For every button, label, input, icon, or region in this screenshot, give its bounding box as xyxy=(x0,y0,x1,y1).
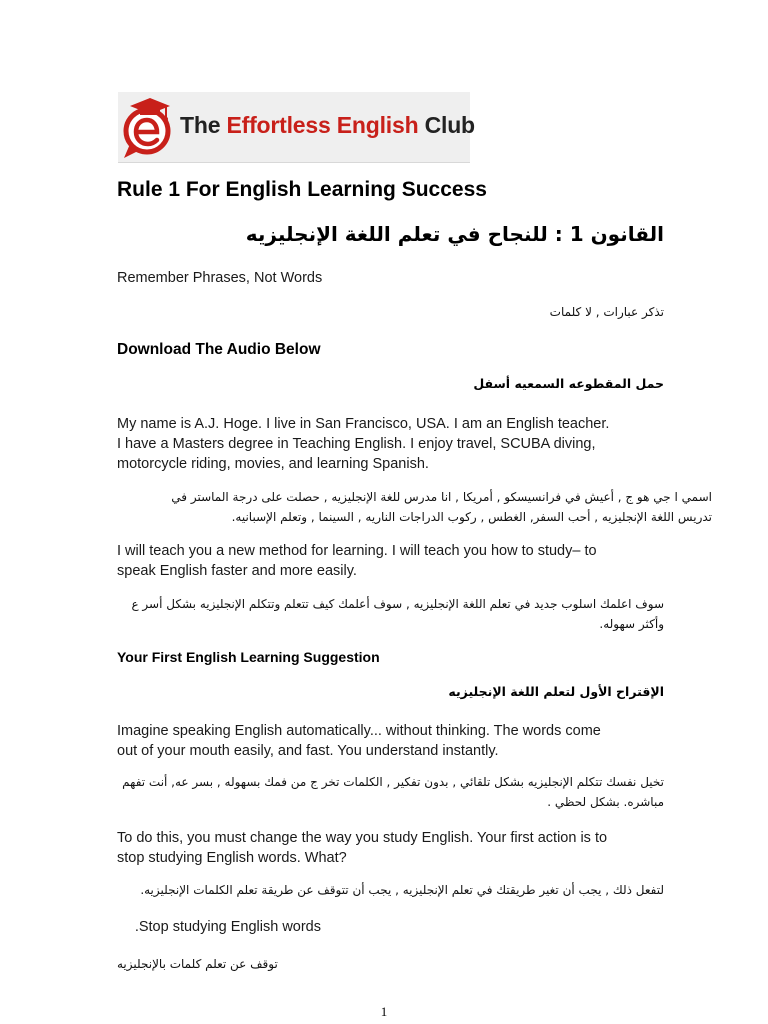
stop-line: Stop studying English words. xyxy=(134,919,321,935)
page-number: 1 xyxy=(380,1004,388,1019)
action-paragraph xyxy=(117,828,657,868)
subtitle-arabic: تذكر عبارات , لا كلمات xyxy=(549,305,664,319)
logo-text-effortless-english: Effortless English xyxy=(226,112,419,138)
imagine-arabic-line: مباشره. بشكل لحظي . xyxy=(547,795,664,809)
subtitle: Remember Phrases, Not Words xyxy=(117,270,323,286)
method-paragraph-arabic xyxy=(104,594,664,634)
action-paragraph-arabic: لتفعل ذلك , يجب أن تغير طريقتك في تعلم الإنجليزيه , يجب أن تتوقف عن طريقة تعلم الكلمات الإنجليزيه. xyxy=(140,883,664,897)
page-title-arabic: القانون 1 : للنجاح في تعلم اللغة الإنجليزيه xyxy=(245,222,664,246)
intro-arabic-line: اسمي ا جي هو ج , أعيش في فرانسيسكو , أمريكا , انا مدرس للغة الإنجليزيه , حصلت على درجة الماستر في xyxy=(171,490,712,504)
download-heading: Download The Audio Below xyxy=(117,341,321,358)
suggestion-heading: Your First English Learning Suggestion xyxy=(117,649,380,665)
method-arabic-line: وأكثر سهوله. xyxy=(599,617,664,631)
suggestion-heading-arabic: الإقتراح الأول لتعلم اللغة الإنجليزيه xyxy=(448,684,664,699)
intro-arabic-line: تدريس اللغة الإنجليزيه , أحب السفر, الغطس , ركوب الدراجات الناريه , السينما , وتعلم الإسبانيه. xyxy=(231,510,712,524)
method-paragraph xyxy=(117,541,657,581)
intro-line: My name is A.J. Hoge. I live in San Francisco, USA. I am an English teacher. xyxy=(117,416,610,432)
imagine-line: Imagine speaking English automatically... without thinking. The words come xyxy=(117,723,601,739)
action-line: stop studying English words. What? xyxy=(117,850,347,866)
intro-paragraph-arabic xyxy=(112,487,712,527)
intro-line: motorcycle riding, movies, and learning Spanish. xyxy=(117,456,429,472)
method-arabic-line: سوف اعلمك اسلوب جديد في تعلم اللغة الإنجليزيه , سوف أعلمك كيف تتعلم وتتكلم الإنجليزيه بشكل أسر ع xyxy=(131,597,664,611)
logo-text-club: Club xyxy=(418,112,475,138)
imagine-paragraph-arabic xyxy=(104,772,664,812)
intro-paragraph xyxy=(117,414,657,474)
page-title: Rule 1 For English Learning Success xyxy=(117,178,487,201)
method-line: I will teach you a new method for learning. I will teach you how to study– to xyxy=(117,543,597,559)
download-heading-arabic: حمل المقطوعه السمعيه أسفل xyxy=(473,376,664,391)
method-line: speak English faster and more easily. xyxy=(117,563,357,579)
effortless-english-logo xyxy=(118,92,475,163)
imagine-line: out of your mouth easily, and fast. You understand instantly. xyxy=(117,743,499,759)
action-line: To do this, you must change the way you study English. Your first action is to xyxy=(117,830,608,846)
intro-line: I have a Masters degree in Teaching English. I enjoy travel, SCUBA diving, xyxy=(117,436,596,452)
stop-line-arabic: توقف عن تعلم كلمات بالإنجليزيه xyxy=(117,957,278,971)
graduation-cap-icon xyxy=(120,94,176,160)
logo-text xyxy=(180,112,475,139)
imagine-paragraph xyxy=(117,721,657,761)
logo-text-the: The xyxy=(180,112,227,138)
imagine-arabic-line: تخيل نفسك تتكلم الإنجليزيه بشكل تلقائي , بدون تفكير , الكلمات تخر ج من فمك بسهوله , بسر عه, أنت تفهم xyxy=(122,775,664,789)
